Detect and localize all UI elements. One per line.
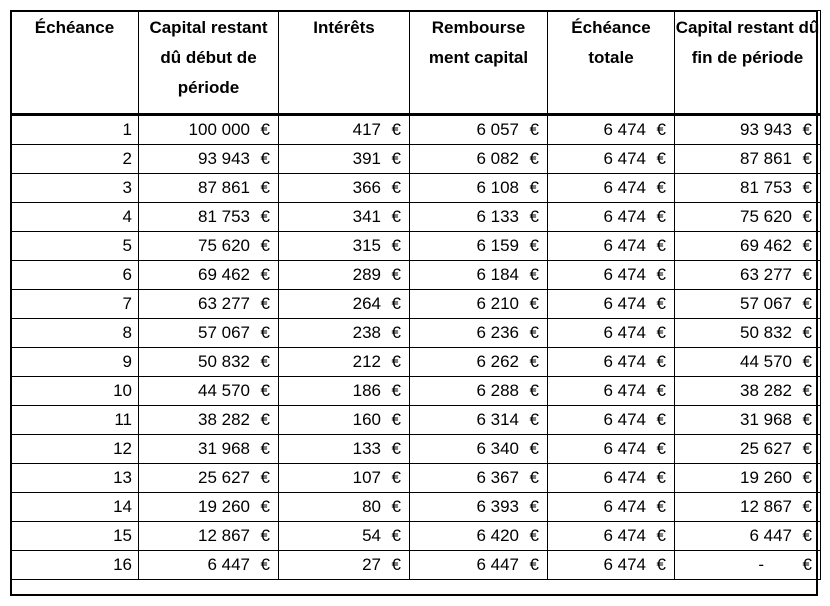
cell-echeance-number: 13 bbox=[11, 464, 139, 493]
euro-symbol: € bbox=[656, 149, 666, 168]
amortization-table bbox=[10, 10, 821, 580]
amount-value: 19 260 bbox=[198, 497, 250, 516]
cell-echeance-number: 16 bbox=[11, 551, 139, 580]
cell-echeance-number: 4 bbox=[11, 203, 139, 232]
cell-capital-debut bbox=[139, 319, 279, 348]
euro-symbol: € bbox=[260, 439, 270, 458]
amount-value: 6 474 bbox=[603, 381, 646, 400]
amount-value: 160 bbox=[352, 410, 381, 429]
cell-capital-debut bbox=[139, 493, 279, 522]
header-interets: Intérêts bbox=[279, 11, 410, 115]
cell-echeance-totale bbox=[548, 551, 675, 580]
cell-capital-fin bbox=[675, 551, 821, 580]
cell-echeance-number: 1 bbox=[11, 115, 139, 145]
amount-value: 6 474 bbox=[603, 468, 646, 487]
amount-value: 69 462 bbox=[198, 265, 250, 284]
euro-symbol: € bbox=[802, 381, 812, 400]
amount-value: 19 260 bbox=[740, 468, 792, 487]
cell-capital-debut bbox=[139, 464, 279, 493]
cell-capital-debut bbox=[139, 290, 279, 319]
amount-value: 341 bbox=[352, 207, 381, 226]
header-remboursement-capital: Rembourse ment capital bbox=[410, 11, 548, 115]
amount-value: 366 bbox=[352, 178, 381, 197]
amount-value: 75 620 bbox=[740, 207, 792, 226]
cell-capital-fin bbox=[675, 115, 821, 145]
table-row bbox=[11, 522, 821, 551]
table-body bbox=[11, 115, 821, 580]
table-row bbox=[11, 174, 821, 203]
euro-symbol: € bbox=[529, 468, 539, 487]
amount-value: 6 474 bbox=[603, 352, 646, 371]
euro-symbol: € bbox=[802, 207, 812, 226]
euro-symbol: € bbox=[802, 120, 812, 139]
amount-value: 6 474 bbox=[603, 439, 646, 458]
cell-remboursement bbox=[410, 435, 548, 464]
amount-value: 12 867 bbox=[198, 526, 250, 545]
amount-value: 57 067 bbox=[198, 323, 250, 342]
amount-value: 107 bbox=[352, 468, 381, 487]
table-row bbox=[11, 435, 821, 464]
amount-value: 6 340 bbox=[476, 439, 519, 458]
euro-symbol: € bbox=[656, 497, 666, 516]
cell-capital-fin bbox=[675, 464, 821, 493]
table-row bbox=[11, 319, 821, 348]
table-row bbox=[11, 261, 821, 290]
amount-value: 6 447 bbox=[207, 555, 250, 574]
cell-capital-debut bbox=[139, 377, 279, 406]
table-row bbox=[11, 145, 821, 174]
euro-symbol: € bbox=[529, 555, 539, 574]
cell-interets bbox=[279, 435, 410, 464]
cell-interets bbox=[279, 145, 410, 174]
cell-echeance-number: 12 bbox=[11, 435, 139, 464]
euro-symbol: € bbox=[802, 410, 812, 429]
table-row bbox=[11, 203, 821, 232]
cell-capital-debut bbox=[139, 348, 279, 377]
amount-value: 6 474 bbox=[603, 265, 646, 284]
amount-value: 25 627 bbox=[198, 468, 250, 487]
cell-interets bbox=[279, 203, 410, 232]
euro-symbol: € bbox=[656, 207, 666, 226]
amount-value: 93 943 bbox=[740, 120, 792, 139]
euro-symbol: € bbox=[802, 294, 812, 313]
cell-echeance-totale bbox=[548, 203, 675, 232]
euro-symbol: € bbox=[529, 294, 539, 313]
euro-symbol: € bbox=[802, 439, 812, 458]
amount-value: 6 474 bbox=[603, 410, 646, 429]
table-header bbox=[11, 11, 821, 115]
cell-remboursement bbox=[410, 464, 548, 493]
cell-interets bbox=[279, 406, 410, 435]
cell-interets bbox=[279, 290, 410, 319]
cell-echeance-number: 8 bbox=[11, 319, 139, 348]
cell-capital-fin bbox=[675, 145, 821, 174]
euro-symbol: € bbox=[656, 236, 666, 255]
amount-value: 6 474 bbox=[603, 526, 646, 545]
amount-value: 87 861 bbox=[198, 178, 250, 197]
header-echeance-totale: Échéance totale bbox=[548, 11, 675, 115]
cell-echeance-totale bbox=[548, 261, 675, 290]
euro-symbol: € bbox=[802, 468, 812, 487]
amount-value: 6 082 bbox=[476, 149, 519, 168]
cell-echeance-number: 2 bbox=[11, 145, 139, 174]
euro-symbol: € bbox=[529, 120, 539, 139]
euro-symbol: € bbox=[656, 526, 666, 545]
cell-capital-debut bbox=[139, 115, 279, 145]
cell-echeance-number: 5 bbox=[11, 232, 139, 261]
amount-value: 69 462 bbox=[740, 236, 792, 255]
amount-value: 133 bbox=[352, 439, 381, 458]
cell-remboursement bbox=[410, 319, 548, 348]
cell-interets bbox=[279, 261, 410, 290]
amount-value: 6 420 bbox=[476, 526, 519, 545]
table-row bbox=[11, 493, 821, 522]
cell-capital-debut bbox=[139, 174, 279, 203]
amount-value: 27 bbox=[362, 555, 381, 574]
cell-echeance-totale bbox=[548, 145, 675, 174]
amount-value: 12 867 bbox=[740, 497, 792, 516]
amount-value: 44 570 bbox=[740, 352, 792, 371]
euro-symbol: € bbox=[260, 265, 270, 284]
cell-echeance-totale bbox=[548, 406, 675, 435]
cell-echeance-totale bbox=[548, 435, 675, 464]
cell-capital-fin bbox=[675, 232, 821, 261]
amount-value: 25 627 bbox=[740, 439, 792, 458]
cell-echeance-totale bbox=[548, 348, 675, 377]
euro-symbol: € bbox=[802, 149, 812, 168]
euro-symbol: € bbox=[529, 265, 539, 284]
euro-symbol: € bbox=[391, 207, 401, 226]
amount-value: 391 bbox=[352, 149, 381, 168]
cell-remboursement bbox=[410, 377, 548, 406]
amount-value: 63 277 bbox=[740, 265, 792, 284]
cell-capital-fin bbox=[675, 290, 821, 319]
table-row bbox=[11, 232, 821, 261]
euro-symbol: € bbox=[260, 497, 270, 516]
euro-symbol: € bbox=[391, 555, 401, 574]
euro-symbol: € bbox=[656, 468, 666, 487]
amount-value: 6 474 bbox=[603, 120, 646, 139]
amount-value: 6 262 bbox=[476, 352, 519, 371]
euro-symbol: € bbox=[529, 439, 539, 458]
cell-remboursement bbox=[410, 348, 548, 377]
amount-value: 6 474 bbox=[603, 323, 646, 342]
euro-symbol: € bbox=[260, 468, 270, 487]
amount-value: 87 861 bbox=[740, 149, 792, 168]
header-row bbox=[11, 11, 821, 115]
amount-value: 238 bbox=[352, 323, 381, 342]
amount-value: 31 968 bbox=[740, 410, 792, 429]
euro-symbol: € bbox=[802, 497, 812, 516]
euro-symbol: € bbox=[260, 381, 270, 400]
amount-value: 38 282 bbox=[740, 381, 792, 400]
cell-interets bbox=[279, 174, 410, 203]
amount-value: 6 108 bbox=[476, 178, 519, 197]
cell-interets bbox=[279, 348, 410, 377]
euro-symbol: € bbox=[391, 410, 401, 429]
cell-capital-fin bbox=[675, 261, 821, 290]
euro-symbol: € bbox=[529, 410, 539, 429]
table-row bbox=[11, 377, 821, 406]
amount-value: 6 210 bbox=[476, 294, 519, 313]
amount-value: 6 474 bbox=[603, 149, 646, 168]
euro-symbol: € bbox=[260, 236, 270, 255]
cell-capital-debut bbox=[139, 232, 279, 261]
amount-value: 6 133 bbox=[476, 207, 519, 226]
cell-echeance-number: 7 bbox=[11, 290, 139, 319]
cell-capital-fin bbox=[675, 522, 821, 551]
cell-remboursement bbox=[410, 203, 548, 232]
euro-symbol: € bbox=[260, 294, 270, 313]
cell-remboursement bbox=[410, 493, 548, 522]
cell-echeance-totale bbox=[548, 115, 675, 145]
amount-value: 6 447 bbox=[476, 555, 519, 574]
cell-capital-fin bbox=[675, 493, 821, 522]
euro-symbol: € bbox=[260, 207, 270, 226]
euro-symbol: € bbox=[391, 323, 401, 342]
cell-remboursement bbox=[410, 522, 548, 551]
cell-remboursement bbox=[410, 145, 548, 174]
cell-echeance-totale bbox=[548, 232, 675, 261]
euro-symbol: € bbox=[260, 120, 270, 139]
euro-symbol: € bbox=[802, 555, 812, 574]
cell-echeance-number: 9 bbox=[11, 348, 139, 377]
table-row bbox=[11, 115, 821, 145]
cell-echeance-number: 15 bbox=[11, 522, 139, 551]
euro-symbol: € bbox=[656, 323, 666, 342]
euro-symbol: € bbox=[656, 294, 666, 313]
euro-symbol: € bbox=[802, 526, 812, 545]
amount-value: 6 159 bbox=[476, 236, 519, 255]
euro-symbol: € bbox=[656, 178, 666, 197]
cell-echeance-totale bbox=[548, 319, 675, 348]
table-row bbox=[11, 551, 821, 580]
amount-value: 93 943 bbox=[198, 149, 250, 168]
euro-symbol: € bbox=[529, 381, 539, 400]
amount-value: 6 367 bbox=[476, 468, 519, 487]
euro-symbol: € bbox=[260, 555, 270, 574]
cell-remboursement bbox=[410, 174, 548, 203]
cell-capital-debut bbox=[139, 406, 279, 435]
cell-echeance-totale bbox=[548, 377, 675, 406]
amount-value: 6 474 bbox=[603, 236, 646, 255]
cell-echeance-number: 3 bbox=[11, 174, 139, 203]
amount-value: 212 bbox=[352, 352, 381, 371]
euro-symbol: € bbox=[802, 352, 812, 371]
amount-value: 54 bbox=[362, 526, 381, 545]
amount-value: 6 184 bbox=[476, 265, 519, 284]
euro-symbol: € bbox=[391, 265, 401, 284]
amount-value: 38 282 bbox=[198, 410, 250, 429]
cell-capital-fin bbox=[675, 435, 821, 464]
cell-capital-fin bbox=[675, 174, 821, 203]
cell-remboursement bbox=[410, 232, 548, 261]
euro-symbol: € bbox=[529, 149, 539, 168]
euro-symbol: € bbox=[656, 410, 666, 429]
amount-value: 6 393 bbox=[476, 497, 519, 516]
euro-symbol: € bbox=[391, 497, 401, 516]
amount-value: 6 474 bbox=[603, 207, 646, 226]
euro-symbol: € bbox=[391, 352, 401, 371]
cell-echeance-number: 14 bbox=[11, 493, 139, 522]
header-capital-fin: Capital restant dû fin de période bbox=[675, 11, 821, 115]
amount-value: 81 753 bbox=[198, 207, 250, 226]
amount-value: 50 832 bbox=[740, 323, 792, 342]
cell-remboursement bbox=[410, 115, 548, 145]
amount-value: 264 bbox=[352, 294, 381, 313]
euro-symbol: € bbox=[391, 178, 401, 197]
cell-capital-debut bbox=[139, 551, 279, 580]
euro-symbol: € bbox=[656, 439, 666, 458]
euro-symbol: € bbox=[260, 526, 270, 545]
cell-capital-fin bbox=[675, 203, 821, 232]
cell-echeance-totale bbox=[548, 464, 675, 493]
cell-echeance-totale bbox=[548, 174, 675, 203]
cell-remboursement bbox=[410, 290, 548, 319]
amount-value: 50 832 bbox=[198, 352, 250, 371]
amount-value: 81 753 bbox=[740, 178, 792, 197]
amount-value: 6 314 bbox=[476, 410, 519, 429]
cell-capital-fin bbox=[675, 348, 821, 377]
cell-interets bbox=[279, 464, 410, 493]
cell-echeance-totale bbox=[548, 493, 675, 522]
euro-symbol: € bbox=[529, 178, 539, 197]
amount-value: 6 288 bbox=[476, 381, 519, 400]
cell-interets bbox=[279, 551, 410, 580]
table-row bbox=[11, 406, 821, 435]
euro-symbol: € bbox=[391, 439, 401, 458]
euro-symbol: € bbox=[260, 323, 270, 342]
amount-value: 80 bbox=[362, 497, 381, 516]
amount-value: 6 474 bbox=[603, 497, 646, 516]
cell-interets bbox=[279, 319, 410, 348]
euro-symbol: € bbox=[802, 236, 812, 255]
euro-symbol: € bbox=[656, 555, 666, 574]
amount-value: 6 474 bbox=[603, 178, 646, 197]
cell-capital-debut bbox=[139, 145, 279, 174]
amount-value: 6 447 bbox=[749, 526, 792, 545]
euro-symbol: € bbox=[529, 352, 539, 371]
table-row bbox=[11, 464, 821, 493]
euro-symbol: € bbox=[656, 265, 666, 284]
cell-remboursement bbox=[410, 551, 548, 580]
euro-symbol: € bbox=[656, 120, 666, 139]
euro-symbol: € bbox=[391, 149, 401, 168]
euro-symbol: € bbox=[260, 149, 270, 168]
cell-interets bbox=[279, 377, 410, 406]
cell-capital-fin bbox=[675, 377, 821, 406]
euro-symbol: € bbox=[391, 294, 401, 313]
amount-value: 31 968 bbox=[198, 439, 250, 458]
cell-capital-debut bbox=[139, 435, 279, 464]
euro-symbol: € bbox=[260, 410, 270, 429]
euro-symbol: € bbox=[529, 236, 539, 255]
euro-symbol: € bbox=[656, 381, 666, 400]
amount-value: 6 057 bbox=[476, 120, 519, 139]
cell-interets bbox=[279, 522, 410, 551]
cell-interets bbox=[279, 493, 410, 522]
amount-value: 57 067 bbox=[740, 294, 792, 313]
euro-symbol: € bbox=[391, 381, 401, 400]
amount-value: 289 bbox=[352, 265, 381, 284]
euro-symbol: € bbox=[391, 468, 401, 487]
cell-remboursement bbox=[410, 261, 548, 290]
euro-symbol: € bbox=[260, 352, 270, 371]
amount-value: 44 570 bbox=[198, 381, 250, 400]
cell-remboursement bbox=[410, 406, 548, 435]
amount-value: - bbox=[758, 555, 764, 574]
amount-value: 315 bbox=[352, 236, 381, 255]
amount-value: 75 620 bbox=[198, 236, 250, 255]
cell-echeance-number: 10 bbox=[11, 377, 139, 406]
euro-symbol: € bbox=[391, 120, 401, 139]
cell-echeance-number: 11 bbox=[11, 406, 139, 435]
amount-value: 417 bbox=[352, 120, 381, 139]
cell-capital-debut bbox=[139, 261, 279, 290]
amount-value: 6 474 bbox=[603, 294, 646, 313]
euro-symbol: € bbox=[529, 526, 539, 545]
cell-capital-fin bbox=[675, 406, 821, 435]
euro-symbol: € bbox=[529, 497, 539, 516]
euro-symbol: € bbox=[391, 526, 401, 545]
euro-symbol: € bbox=[391, 236, 401, 255]
euro-symbol: € bbox=[802, 265, 812, 284]
euro-symbol: € bbox=[802, 178, 812, 197]
euro-symbol: € bbox=[529, 323, 539, 342]
cell-capital-debut bbox=[139, 203, 279, 232]
header-echeance: Échéance bbox=[11, 11, 139, 115]
cell-interets bbox=[279, 232, 410, 261]
cell-interets bbox=[279, 115, 410, 145]
cell-capital-fin bbox=[675, 319, 821, 348]
cell-echeance-number: 6 bbox=[11, 261, 139, 290]
table-row bbox=[11, 290, 821, 319]
table-row bbox=[11, 348, 821, 377]
cell-echeance-totale bbox=[548, 522, 675, 551]
cell-echeance-totale bbox=[548, 290, 675, 319]
euro-symbol: € bbox=[656, 352, 666, 371]
amount-value: 6 236 bbox=[476, 323, 519, 342]
euro-symbol: € bbox=[260, 178, 270, 197]
cell-capital-debut bbox=[139, 522, 279, 551]
amount-value: 63 277 bbox=[198, 294, 250, 313]
amount-value: 186 bbox=[352, 381, 381, 400]
euro-symbol: € bbox=[529, 207, 539, 226]
amount-value: 100 000 bbox=[188, 120, 250, 139]
header-capital-debut: Capital restant dû début de période bbox=[139, 11, 279, 115]
amount-value: 6 474 bbox=[603, 555, 646, 574]
euro-symbol: € bbox=[802, 323, 812, 342]
